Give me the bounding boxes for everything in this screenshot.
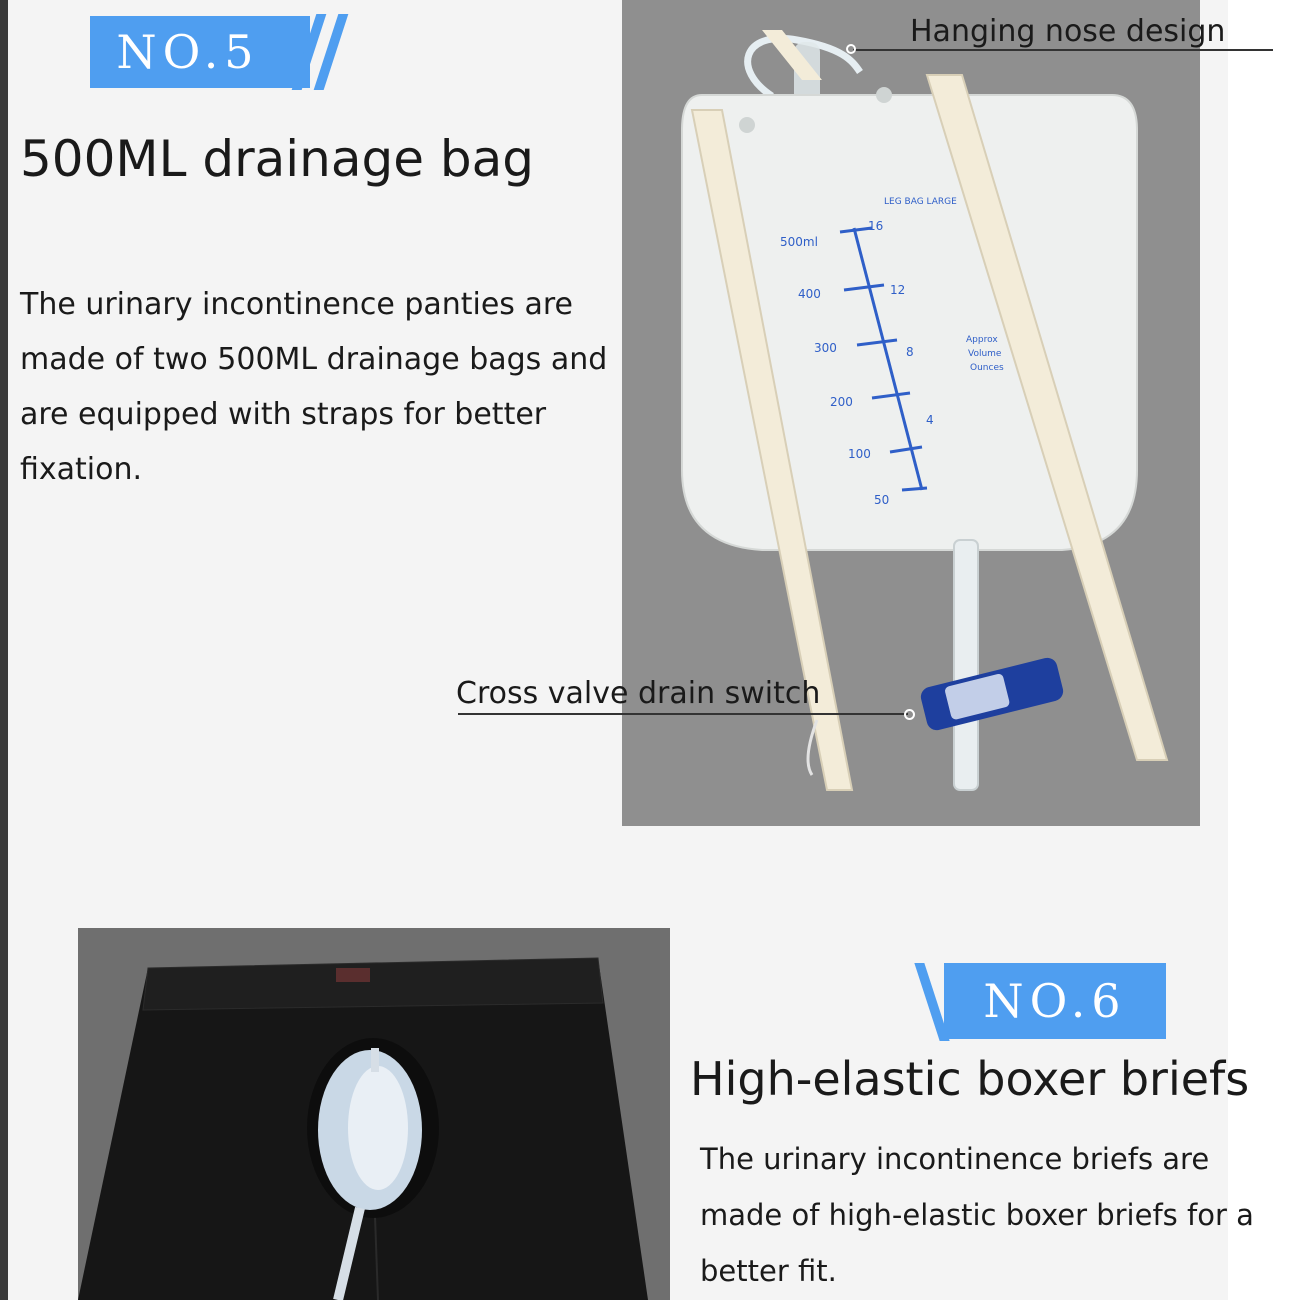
callout-line	[458, 713, 908, 715]
cross-valve	[919, 656, 1065, 733]
badge-no6-label: NO.6	[983, 974, 1127, 1028]
hanging-hole	[739, 117, 755, 133]
section6-title: High-elastic boxer briefs	[690, 1052, 1250, 1106]
section6-description: The urinary incontinence briefs are made of high-elastic boxer briefs for a better fit.	[700, 1142, 1254, 1288]
scale-side-text: Volume	[968, 349, 1002, 359]
callout-cross-valve: Cross valve drain switch	[456, 676, 821, 711]
scale-ml-label: 50	[874, 493, 890, 507]
section5-description: The urinary incontinence panties are made of two 500ML drainage bags and are equipped with straps for better fixation.	[20, 287, 608, 487]
briefs-label-tag	[336, 968, 370, 982]
briefs-waistband	[143, 958, 603, 1010]
scale-tick	[902, 488, 927, 490]
scale-side-text: Ounces	[970, 363, 1004, 373]
section5-title: 500ML drainage bag	[20, 130, 534, 188]
scale-oz-label: 8	[906, 345, 914, 359]
drain-cord	[808, 720, 817, 775]
scale-ml-label: 400	[798, 287, 821, 301]
badge-no5	[90, 16, 310, 88]
callout-hanging-nose: Hanging nose design	[910, 14, 1226, 49]
boxer-briefs-photo	[78, 928, 670, 1300]
pouch-highlight	[348, 1066, 408, 1190]
scale-ml-label: 500ml	[780, 235, 818, 249]
callout-line	[853, 49, 1273, 51]
callout-dot	[846, 44, 856, 54]
hanging-hole	[876, 87, 892, 103]
scale-ml-label: 100	[848, 447, 871, 461]
scale-ml-label: 300	[814, 341, 837, 355]
scale-side-text: Approx	[966, 335, 998, 345]
scale-oz-label: 16	[868, 219, 884, 233]
left-edge-strip	[0, 0, 8, 1300]
badge-no6	[944, 963, 1166, 1039]
bag-header-text: LEG BAG LARGE	[884, 197, 957, 207]
callout-dot	[904, 709, 915, 720]
scale-ml-label: 200	[830, 395, 853, 409]
pouch-inlet	[371, 1048, 379, 1072]
scale-oz-label: 4	[926, 413, 934, 427]
boxer-briefs-illustration	[78, 928, 670, 1300]
badge-no5-label: NO.5	[116, 25, 260, 79]
scale-oz-label: 12	[890, 283, 906, 297]
outlet-tube	[954, 540, 978, 790]
